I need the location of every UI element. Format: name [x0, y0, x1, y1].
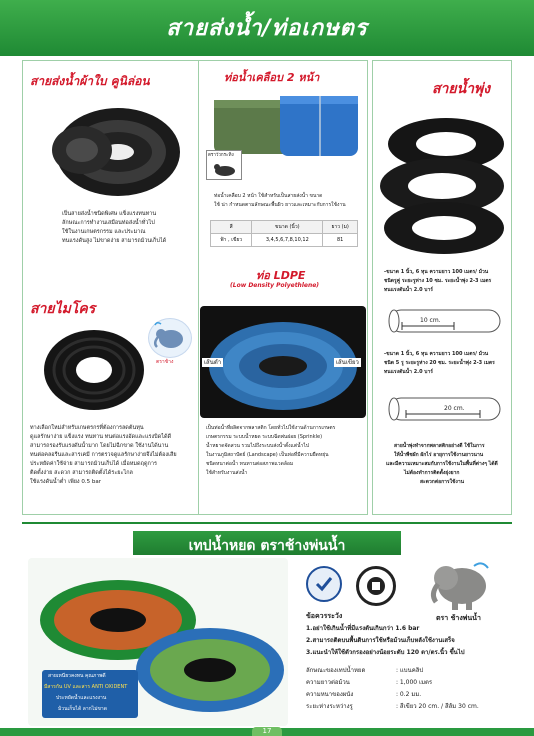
- micro-hose-line: ทนต่อคลอรีนและสารเคมี การตรวจดูแลรักษาง่ายจึงไม่ต้องเสีย: [30, 452, 177, 458]
- drip-spec-label: ความหนาของผนัง: [306, 691, 354, 698]
- drip-promo-line: ประหยัดน้ำและแรงงาน: [56, 695, 107, 701]
- drip-caution: 2.สามารถติดบนพื้นดินการใช้หรือม้วนเก็บหลังใช้งานเสร็จ: [306, 637, 455, 644]
- table-cell: 81: [323, 234, 358, 247]
- page-number: 17: [252, 727, 282, 736]
- drip-spec-value: : แบนคลิป: [396, 667, 424, 674]
- ldpe-title: ท่อ LDPE: [256, 269, 306, 282]
- drip-spec-value: : 1,000 เมตร: [396, 679, 433, 686]
- coated-pipe-desc: ใช้ น่า กำหนดตามลักษณะพื้นผิว ยาวและเหมาะกับการใช้งาน: [214, 202, 346, 208]
- micro-hose-image: [40, 322, 148, 417]
- spray-note: สะดวกต่อการใช้งาน: [420, 479, 465, 485]
- ldpe-line: เกษตรกรรม ระบบน้ำหยด ระบบฉีดพ่นฝอย (Sprinkle): [206, 434, 323, 440]
- drip-spec-value: : สีเขียว 20 cm. / สีส้ม 30 cm.: [396, 703, 479, 710]
- micro-badge-label: ตราช้าง: [156, 359, 174, 365]
- spray-note: ให้น้ำพืชผัก ผักไร่ อายุการใช้งานยาวนาน: [394, 452, 484, 458]
- coated-pipe-desc: ท่อน้ำเคลือบ 2 หน้า ใช้สำหรับเป็นสายส่งน้ำ ขนาด: [214, 193, 323, 199]
- flat-hose-image: [40, 92, 190, 207]
- ldpe-line: ในงานภูมิสถาปัตย์ (Landscape) เป็นท่อที่มีความยืดหยุ่น: [206, 452, 329, 458]
- micro-hose-line: ใช้แรงดันน้ำต่ำ เพียง 0.5 bar: [30, 479, 101, 485]
- spray-spec2: ทนแรงดันน้ำ 2.0 บาร์: [384, 369, 433, 375]
- spray-hose-title: สายน้ำพุ่ง: [432, 81, 491, 97]
- bureau-veritas-logo: [356, 566, 396, 606]
- coated-pipe-table: [210, 220, 358, 247]
- spray-hose-image: [376, 104, 510, 256]
- table-header: ยาว (ม): [323, 221, 358, 234]
- drip-brand-label: ตรา ช้างพ่นน้ำ: [436, 614, 481, 622]
- spray-dim1: 10 cm.: [420, 317, 441, 324]
- ldpe-line: ใช้สำหรับงานส่งน้ำ: [206, 470, 248, 476]
- micro-hose-line: ติดตั้งง่าย สะดวก สามารถติดตั้งได้ระยะไกล: [30, 470, 133, 476]
- spray-note: ไม่ต้องทำการติดตั้งยุ่งยาก: [404, 470, 460, 476]
- micro-hose-title: สายไมโคร: [30, 301, 96, 317]
- elephant-brand-logo: [426, 556, 498, 612]
- drip-promo-line: ม้วนเก็บได้ ลากไม่ขาด: [58, 706, 107, 712]
- ldpe-line: ชนิดหนาต่อน้ำ ทนทานต่อสภาพแวดล้อม: [206, 461, 294, 467]
- spray-spec2: ชนิด 5 รู ระยะรูห่าง 20 ซม. ระยะน้ำพุ่ง 2-3 เมตร: [384, 360, 495, 366]
- spray-note: สายน้ำพุ่งทำจากพลาสติกอย่างดี ใช้ในการ: [394, 443, 485, 449]
- drip-caution: 1.อย่าใช้เกินน้ำที่มีแรงดันเกินกว่า 1.6 bar: [306, 625, 420, 632]
- drip-caution-title: ข้อควรระวัง: [306, 612, 343, 620]
- ldpe-line: น้ำหยาดจัดสวน รวมไปถึงระบบส่งน้ำตั้งแต่น้ำไป: [206, 443, 310, 449]
- spray-spec1: -ขนาด 1 นิ้ว, 6 หุน ความยาว 100 เมตร/ ม้วน: [384, 269, 489, 275]
- micro-hose-line: ทางเลือกใหม่สำหรับเกษตรกรที่ต้องการลดต้นทุน: [30, 425, 144, 431]
- ldpe-subtitle: (Low Density Polyethlene): [230, 282, 320, 289]
- table-header: ขนาด (นิ้ว): [252, 221, 323, 234]
- table-cell: 3,4,5,6,7,8,10,12: [252, 234, 323, 247]
- drip-spec-label: ระยะห่างระหว่างรู: [306, 703, 353, 710]
- drip-spec-label: ลักษณะของเทปน้ำหยด: [306, 667, 366, 674]
- ldpe-line: เป็นท่อน้ำที่ผลิตจากพลาสติก โดยทั่วไปใช้งานด้านการเกษตร: [206, 425, 336, 431]
- drip-spec-label: ความยาวต่อม้วน: [306, 679, 350, 686]
- drip-spec-value: : 0.2 มม.: [396, 691, 422, 698]
- spray-diagram-1: [384, 306, 508, 336]
- table-cell: ฟ้า , เขียว: [211, 234, 252, 247]
- spray-spec1: ทนแรงดันน้ำ 2.0 บาร์: [384, 287, 433, 293]
- flat-hose-line: ลักษณะการทำงานเสมือนท่อส่งน้ำทั่วไป: [62, 220, 155, 226]
- ldpe-label-green: เส้นเขียว: [336, 359, 359, 366]
- spray-dim2: 20 cm.: [444, 405, 465, 412]
- drip-promo-line: มีสารกัน UV และสาร ANTI OXIDENT: [44, 684, 128, 690]
- flat-hose-title: สายส่งน้ำผ้าใบ คูนิล่อน: [30, 74, 150, 88]
- elephant-badge: [148, 318, 192, 358]
- flat-hose-line: ทนแรงดันสูง ไม่ขาดง่าย สามารถม้วนเก็บได้: [62, 238, 167, 244]
- drip-tape-title: เทปน้ำหยด ตราช้างพ่นน้ำ: [188, 538, 346, 554]
- coated-pipe-title: ท่อน้ำเคลือบ 2 หน้า: [224, 71, 320, 84]
- drip-caution: 3.แนะนำให้ใช้ตัวกรองอย่างน้อยระดับ 120 ตา/ตร.นิ้ว ขึ้นไป: [306, 649, 465, 656]
- bull-badge-label: ตราวัวกระทิง: [208, 153, 234, 158]
- table-header: สี: [211, 221, 252, 234]
- drip-promo-line: สายเหนียวคงทน คุณภาพดี: [48, 673, 106, 679]
- flat-hose-line: เป็นสายส่งน้ำชนิดพิเศษ แข็งแรงทนทาน: [62, 211, 157, 217]
- iso-logo: [306, 566, 342, 602]
- ldpe-label-black: เส้นดำ: [204, 359, 222, 366]
- spray-spec2: -ขนาด 1 นิ้ว, 6 หุน ความยาว 100 เมตร/ ม้วน: [384, 351, 489, 357]
- spray-spec1: ชนิดรูคู่ ระยะรูห่าง 10 ซม. ระยะน้ำพุ่ง 2-3 เมตร: [384, 278, 492, 284]
- micro-hose-line: ดูแลรักษาง่าย แข็งแรง ทนทาน ทนต่อแรงอัดและแรงบิดได้ดี: [30, 434, 172, 440]
- micro-hose-line: ประหยัดค่าใช้จ่าย สามารถม้วนเก็บได้ เมื่อหมดฤดูการ: [30, 461, 157, 467]
- micro-hose-line: สามารถรองรับแรงดันน้ำมาก โดยไม่ฉีกขาด ใช้งานได้นาน: [30, 443, 169, 449]
- page-title: สายส่งน้ำ/ท่อเกษตร: [166, 16, 368, 41]
- flat-hose-line: ใช้ในงานเกษตรกรรม และประมาณ: [62, 229, 146, 235]
- spray-note: และมีความเหมาะสมกับการใช้งานในพื้นที่ต่างๆ ได้ดี: [386, 461, 498, 467]
